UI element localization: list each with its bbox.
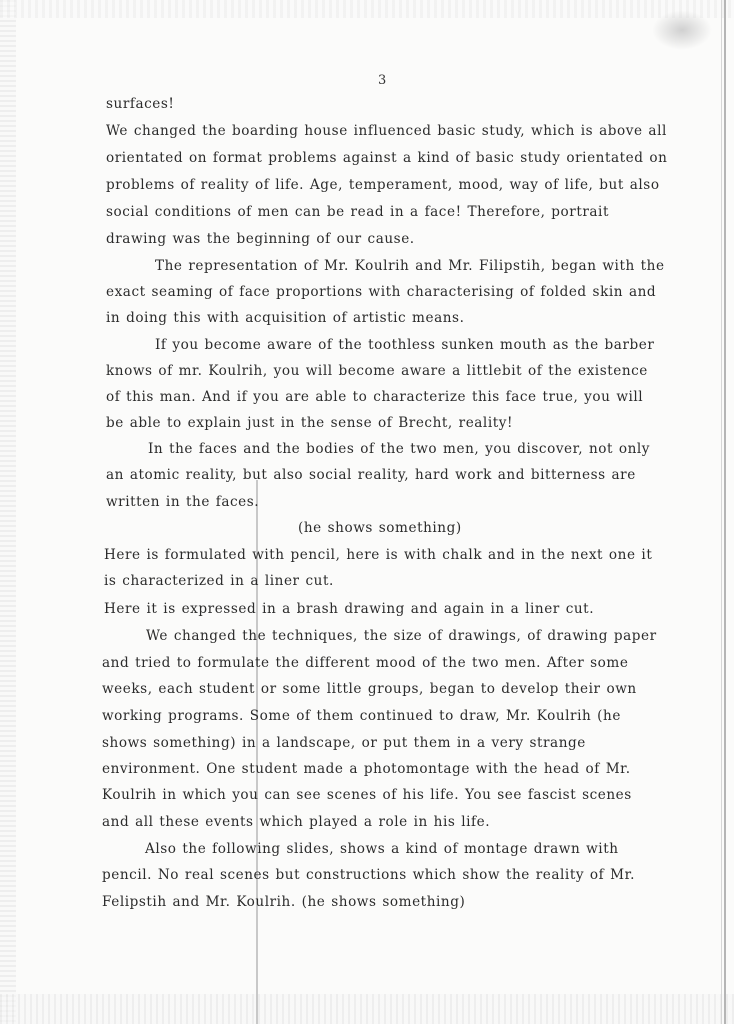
text-line: in doing this with acquisition of artistic means. bbox=[106, 310, 465, 326]
page-number: 3 bbox=[378, 73, 387, 88]
text-line: of this man. And if you are able to characterize this face true, you will bbox=[106, 389, 644, 405]
text-line: surfaces! bbox=[106, 96, 175, 112]
text-line: Also the following slides, shows a kind of montage drawn with bbox=[145, 841, 619, 857]
text-line: Koulrih in which you can see scenes of his life. You see fascist scenes bbox=[102, 787, 632, 803]
text-line: We changed the boarding house influenced basic study, which is above all bbox=[106, 123, 667, 139]
text-line: weeks, each student or some little groups, began to develop their own bbox=[102, 681, 637, 697]
scan-smudge bbox=[652, 10, 712, 50]
scan-edge-right-inner bbox=[721, 0, 722, 1024]
text-line: Felipstih and Mr. Koulrih. (he shows something) bbox=[102, 894, 466, 910]
text-line: orientated on format problems against a kind of basic study orientated on bbox=[106, 150, 668, 166]
text-line: exact seaming of face proportions with characterising of folded skin and bbox=[106, 284, 657, 300]
text-line: If you become aware of the toothless sunken mouth as the barber bbox=[155, 337, 655, 353]
text-line: We changed the techniques, the size of drawings, of drawing paper bbox=[146, 628, 657, 644]
text-line: shows something) in a landscape, or put them in a very strange bbox=[102, 735, 586, 751]
text-line: working programs. Some of them continued to draw, Mr. Koulrih (he bbox=[102, 708, 621, 724]
text-line: In the faces and the bodies of the two men, you discover, not only bbox=[148, 441, 651, 457]
text-line: and all these events which played a role in his life. bbox=[102, 814, 491, 830]
scan-edge-right bbox=[724, 0, 726, 1024]
text-line: Here is formulated with pencil, here is with chalk and in the next one it bbox=[104, 547, 653, 563]
scan-edge-left bbox=[0, 0, 16, 1024]
text-line: and tried to formulate the different mood of the two men. After some bbox=[102, 655, 629, 671]
text-line: social conditions of men can be read in a face! Therefore, portrait bbox=[106, 204, 609, 220]
stage-direction: (he shows something) bbox=[298, 520, 462, 536]
text-line: Here it is expressed in a brash drawing and again in a liner cut. bbox=[104, 601, 595, 617]
text-line: The representation of Mr. Koulrih and Mr. Filipstih, began with the bbox=[155, 258, 665, 274]
text-line: pencil. No real scenes but constructions which show the reality of Mr. bbox=[102, 867, 636, 883]
scan-edge-bottom bbox=[0, 994, 734, 1024]
text-line: environment. One student made a photomontage with the head of Mr. bbox=[102, 761, 631, 777]
text-line: drawing was the beginning of our cause. bbox=[106, 231, 415, 247]
text-line: knows of mr. Koulrih, you will become aware a littlebit of the existence bbox=[106, 363, 648, 379]
text-line: is characterized in a liner cut. bbox=[104, 573, 334, 589]
scan-edge-top bbox=[0, 0, 734, 18]
text-line: written in the faces. bbox=[106, 494, 260, 510]
text-line: problems of reality of life. Age, temperament, mood, way of life, but also bbox=[106, 177, 660, 193]
text-line: be able to explain just in the sense of Brecht, reality! bbox=[106, 415, 513, 431]
text-line: an atomic reality, but also social reality, hard work and bitterness are bbox=[106, 467, 636, 483]
